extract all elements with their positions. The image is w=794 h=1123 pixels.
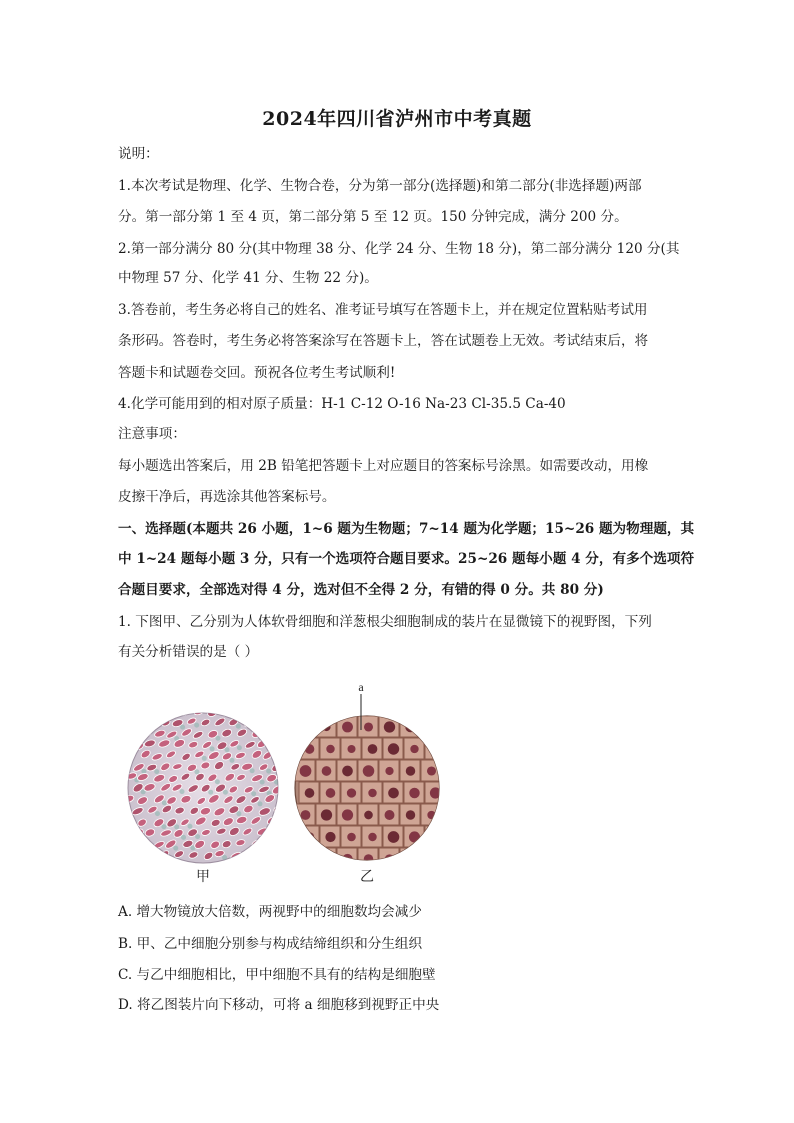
cartilage-cell: [259, 848, 271, 859]
matrix-stain: [210, 746, 215, 751]
matrix-stain: [174, 824, 179, 829]
microscope-figure: [120, 680, 460, 890]
cartilage-cell: [273, 848, 285, 858]
matrix-stain: [208, 790, 213, 795]
cartilage-cell: [278, 749, 291, 759]
figure-label-left: 甲: [196, 869, 210, 885]
cell-nucleus: [322, 766, 332, 776]
cell-nucleus: [384, 721, 395, 732]
matrix-stain: [132, 736, 137, 741]
onion-root-tip-cells-view: [295, 716, 460, 869]
cell-nucleus: [321, 809, 332, 820]
cartilage-cell: [280, 838, 291, 847]
cell-nucleus: [452, 788, 460, 797]
cell-nucleus: [301, 854, 311, 864]
matrix-stain: [288, 824, 293, 829]
cell-nucleus: [368, 833, 376, 841]
instructions-label: 说明：: [118, 146, 159, 162]
option-d: D. 将乙图装片向下移动，可将 a 细胞移到视野正中央: [118, 997, 440, 1013]
cartilage-cell: [234, 707, 246, 716]
cell-nucleus: [300, 765, 312, 777]
instruction-line: 条形码。答卷时，考生务必将答案涂写在答题卡上，答在试题卷上无效。考试结束后，将: [118, 333, 649, 349]
question-line: 1. 下图甲、乙分别为人体软骨细胞和洋葱根尖细胞制成的装片在显微镜下的视野图，下列: [118, 614, 652, 630]
cell-nucleus: [347, 833, 356, 842]
cell-nucleus: [301, 810, 311, 820]
instruction-line: 分。第一部分第 1 至 4 页，第二部分第 5 至 12 页。150 分钟完成，满分 200 分。: [118, 209, 628, 225]
matrix-stain: [266, 833, 271, 838]
cell-nucleus: [385, 810, 395, 820]
cartilage-cell: [264, 727, 275, 736]
cartilage-cell: [284, 716, 297, 727]
cell-nucleus: [305, 788, 315, 798]
cell-nucleus: [368, 744, 378, 754]
matrix-stain: [250, 768, 255, 773]
root-tip-cell: [446, 782, 460, 803]
cartilage-cell: [125, 707, 136, 716]
cell-nucleus: [364, 854, 374, 864]
cell-nucleus: [388, 831, 400, 843]
cell-nucleus: [347, 788, 356, 797]
cartilage-cell: [265, 840, 277, 850]
cartilage-cell: [145, 719, 156, 727]
cartilage-cell: [265, 706, 276, 715]
cartilage-cell: [123, 730, 136, 740]
instruction-line: 3.答卷前，考生务必将自己的姓名、准考证号填写在答题卡上，并在规定位置粘贴考试用: [118, 302, 648, 318]
cell-nucleus: [447, 854, 457, 864]
cartilage-cell: [272, 739, 283, 748]
root-tip-cell: [442, 760, 460, 781]
cell-nucleus: [405, 854, 415, 864]
cartilage-cell: [129, 717, 142, 728]
cell-nucleus: [363, 765, 375, 777]
cartilage-cell: [221, 707, 233, 717]
cartilage-cell: [277, 728, 289, 738]
cell-nucleus: [368, 789, 376, 797]
root-tip-cell: [299, 826, 319, 847]
matrix-stain: [161, 824, 166, 829]
cell-nucleus: [427, 722, 436, 731]
matrix-stain: [260, 780, 265, 785]
cell-nucleus: [326, 788, 336, 798]
cartilage-cell: [284, 828, 296, 838]
matrix-stain: [236, 724, 241, 729]
cartilage-cell: [145, 849, 158, 860]
matrix-stain: [155, 811, 160, 816]
matrix-stain: [154, 855, 159, 860]
root-tip-cell: [446, 738, 460, 759]
note-line: 皮擦干净后，再选涂其他答案标号。: [118, 489, 336, 505]
cell-nucleus: [342, 809, 353, 820]
cell-nucleus: [427, 811, 435, 819]
root-tip-cell: [421, 716, 441, 737]
cartilage-cell: [269, 718, 281, 728]
cartilage-cell: [129, 850, 141, 860]
cell-nucleus: [347, 745, 355, 753]
cartilage-cell: [137, 839, 150, 849]
cell-nucleus: [409, 831, 420, 842]
root-tip-cell: [442, 716, 460, 737]
pointer-label: a: [358, 680, 364, 694]
cell-nucleus: [325, 832, 335, 842]
cell-nucleus: [342, 722, 353, 733]
cell-nucleus: [448, 766, 457, 775]
cartilage-cell: [280, 796, 291, 806]
cartilage-cell: [140, 707, 152, 716]
cartilage-cell: [123, 838, 134, 846]
matrix-stain: [230, 758, 235, 763]
root-tip-cell: [425, 738, 445, 759]
option-c: C. 与乙中细胞相比，甲中细胞不具有的结构是细胞壁: [118, 967, 436, 983]
root-tip-cell: [400, 848, 420, 869]
matrix-stain: [292, 745, 297, 750]
instruction-line: 4.化学可能用到的相对原子质量：H-1 C-12 O-16 Na-23 Cl-35.5 Ca-40: [118, 396, 566, 412]
matrix-stain: [281, 833, 286, 838]
matrix-stain: [180, 789, 185, 794]
cell-nucleus: [448, 811, 457, 820]
cartilage-cells-view: [122, 706, 299, 863]
cell-nucleus: [430, 743, 442, 755]
cartilage-cell: [249, 706, 262, 717]
cell-nucleus: [301, 722, 311, 732]
root-tip-cell: [446, 826, 460, 847]
cartilage-cell: [152, 706, 164, 715]
cell-nucleus: [388, 743, 399, 754]
cartilage-cell: [164, 708, 177, 718]
cell-nucleus: [322, 854, 331, 863]
cartilage-cell: [122, 749, 135, 759]
cell-nucleus: [410, 745, 418, 753]
matrix-stain: [237, 745, 242, 750]
cell-nucleus: [406, 766, 415, 775]
cell-nucleus: [342, 854, 352, 864]
cell-nucleus: [364, 811, 373, 820]
instruction-line: 2.第一部分满分 80 分(其中物理 38 分、化学 24 分、生物 18 分)，第二部分满分 120 分(其: [118, 241, 680, 257]
matrix-stain: [215, 779, 220, 784]
root-tip-cell: [425, 826, 445, 847]
cell-nucleus: [448, 722, 457, 731]
root-tip-cell: [295, 716, 315, 737]
matrix-stain: [180, 725, 185, 730]
matrix-stain: [154, 769, 159, 774]
page-title: 2024年四川省泸州市中考真题: [262, 108, 532, 130]
figure-label-right: 乙: [360, 869, 374, 885]
matrix-stain: [251, 791, 256, 796]
cell-nucleus: [388, 788, 399, 799]
cell-nucleus: [451, 743, 460, 755]
cell-nucleus: [406, 810, 415, 819]
option-a: A. 增大物镜放大倍数，两视野中的细胞数均会减少: [118, 904, 422, 920]
matrix-stain: [141, 769, 146, 774]
root-tip-cell: [295, 848, 315, 869]
cartilage-cell: [273, 828, 285, 836]
matrix-stain: [202, 756, 207, 761]
cell-nucleus: [427, 766, 436, 775]
cartilage-cell: [256, 716, 269, 727]
cell-nucleus: [326, 745, 334, 753]
notes-label: 注意事项：: [118, 426, 186, 442]
section-heading-line: 合题目要求，全部选对得 4 分，选对但不全得 2 分，有错的得 0 分。共 80 分): [118, 582, 604, 598]
cell-nucleus: [409, 788, 419, 798]
matrix-stain: [173, 846, 178, 851]
root-tip-cell: [442, 848, 460, 869]
cell-nucleus: [426, 853, 438, 865]
matrix-stain: [215, 736, 220, 741]
cartilage-cell: [287, 850, 299, 861]
cartilage-cell: [284, 762, 296, 772]
matrix-stain: [273, 712, 278, 717]
cartilage-cell: [123, 815, 134, 826]
question-line: 有关分析错误的是（ ）: [118, 644, 259, 660]
matrix-stain: [187, 824, 192, 829]
matrix-stain: [162, 800, 167, 805]
matrix-stain: [236, 811, 241, 816]
matrix-stain: [294, 813, 299, 818]
root-tip-cell: [316, 848, 336, 869]
matrix-stain: [195, 834, 200, 839]
section-heading-line: 一、选择题(本题共 26 小题，1~6 题为生物题；7~14 题为化学题；15~26 题为物理题，其: [118, 521, 695, 537]
cartilage-cell: [241, 851, 253, 859]
matrix-stain: [258, 801, 263, 806]
cartilage-cell: [284, 739, 295, 748]
matrix-stain: [194, 723, 199, 728]
root-tip-cell: [421, 848, 441, 869]
cell-nucleus: [430, 831, 442, 843]
cartilage-cell: [279, 707, 292, 718]
instruction-line: 中物理 57 分、化学 41 分、生物 22 分)。: [118, 270, 378, 286]
root-tip-cell: [337, 848, 357, 869]
option-b: B. 甲、乙中细胞分别参与构成结缔组织和分生组织: [118, 936, 423, 952]
instruction-line: 答题卡和试题卷交回。预祝各位考生考试顺利!: [118, 365, 396, 381]
matrix-stain: [259, 845, 264, 850]
cell-nucleus: [364, 722, 373, 731]
matrix-stain: [181, 835, 186, 840]
root-tip-cell: [442, 804, 460, 825]
matrix-stain: [266, 769, 271, 774]
cell-nucleus: [385, 767, 393, 775]
root-tip-cell: [400, 716, 420, 737]
matrix-stain: [225, 747, 230, 752]
cartilage-cell: [279, 817, 292, 829]
instruction-line: 1.本次考试是物理、化学、生物合卷，分为第一部分(选择题)和第二部分(非选择题)两部: [118, 178, 642, 194]
cell-nucleus: [405, 722, 416, 733]
cell-nucleus: [342, 766, 353, 777]
note-line: 每小题选出答案后，用 2B 铅笔把答题卡上对应题目的答案标号涂黑。如需要改动，用橡: [118, 458, 649, 474]
cartilage-cell: [285, 807, 297, 815]
matrix-stain: [223, 790, 228, 795]
matrix-stain: [288, 802, 293, 807]
cell-nucleus: [452, 832, 460, 842]
cell-nucleus: [305, 832, 314, 841]
section-heading-line: 中 1~24 题每小题 3 分，只有一个选项符合题目要求。25~26 题每小题 4 分，有多个选项符: [118, 551, 695, 567]
